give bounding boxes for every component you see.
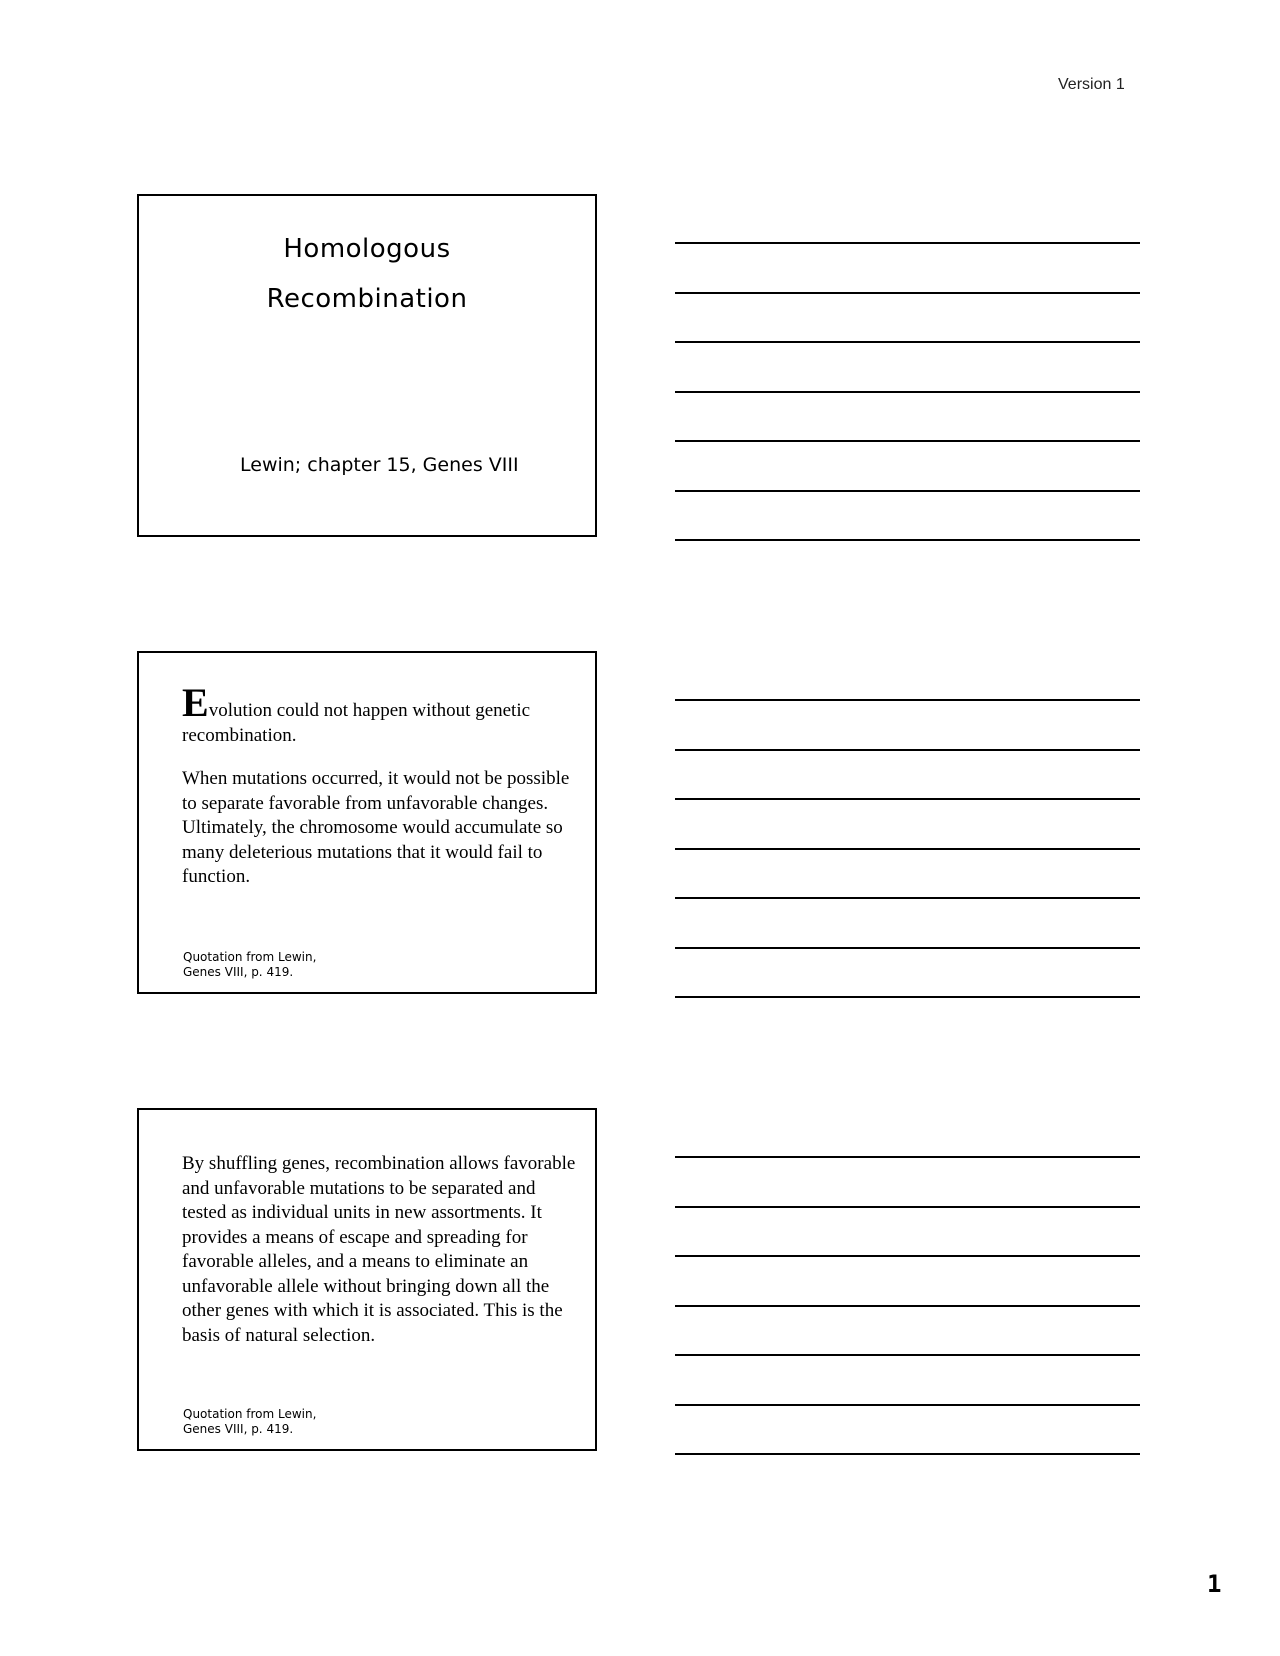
notes-lines-3 — [675, 1156, 1140, 1503]
notes-lines-2 — [675, 699, 1140, 1046]
slide-title-line-2: Recombination — [266, 284, 468, 314]
note-line — [675, 539, 1140, 541]
citation-line-2: Genes VIII, p. 419. — [183, 965, 294, 979]
slide-1 — [137, 194, 597, 537]
slide-paragraph-1 — [182, 680, 577, 748]
note-line — [675, 1404, 1140, 1406]
citation-line-1: Quotation from Lewin, — [183, 950, 317, 964]
note-line — [675, 1156, 1140, 1158]
note-line — [675, 947, 1140, 949]
note-line — [675, 490, 1140, 492]
note-line — [675, 848, 1140, 850]
slide-title-line-1: Homologous — [283, 234, 451, 264]
note-line — [675, 440, 1140, 442]
citation-line-1: Quotation from Lewin, — [183, 1407, 317, 1421]
note-line — [675, 897, 1140, 899]
note-line — [675, 292, 1140, 294]
note-line — [675, 1305, 1140, 1307]
note-line — [675, 798, 1140, 800]
citation-line-2: Genes VIII, p. 419. — [183, 1422, 294, 1436]
note-line — [675, 341, 1140, 343]
notes-lines-1 — [675, 242, 1140, 589]
citation — [183, 950, 383, 980]
note-line — [675, 1453, 1140, 1455]
slide-2 — [137, 651, 597, 994]
note-line — [675, 242, 1140, 244]
slide-subtitle: Lewin; chapter 15, Genes VIII — [240, 454, 519, 476]
drop-cap: E — [182, 680, 209, 725]
note-line — [675, 1206, 1140, 1208]
citation — [183, 1407, 383, 1437]
version-label: Version 1 — [1058, 76, 1125, 93]
note-line — [675, 749, 1140, 751]
note-line — [675, 1255, 1140, 1257]
note-line — [675, 699, 1140, 701]
note-line — [675, 391, 1140, 393]
slide-paragraph-2: When mutations occurred, it would not be possible to separate favorable from unfavorable changes. Ultimately, the chromosome would accumulate so many deleterious mutations that it would fail to function. — [182, 768, 570, 887]
slide-3 — [137, 1108, 597, 1451]
note-line — [675, 1354, 1140, 1356]
slide-paragraph: By shuffling genes, recombination allows favorable and unfavorable mutations to be separated and tested as individual units in new assortments. It provides a means of escape and spreading for favorable alleles, and a means to eliminate an unfavorable allele without bringing down all the other genes with which it is associated. This is the basis of natural selection. — [182, 1153, 576, 1346]
paragraph-text: volution could not happen without genetic recombination. — [182, 700, 531, 746]
page-number: 1 — [1207, 1570, 1222, 1598]
note-line — [675, 996, 1140, 998]
